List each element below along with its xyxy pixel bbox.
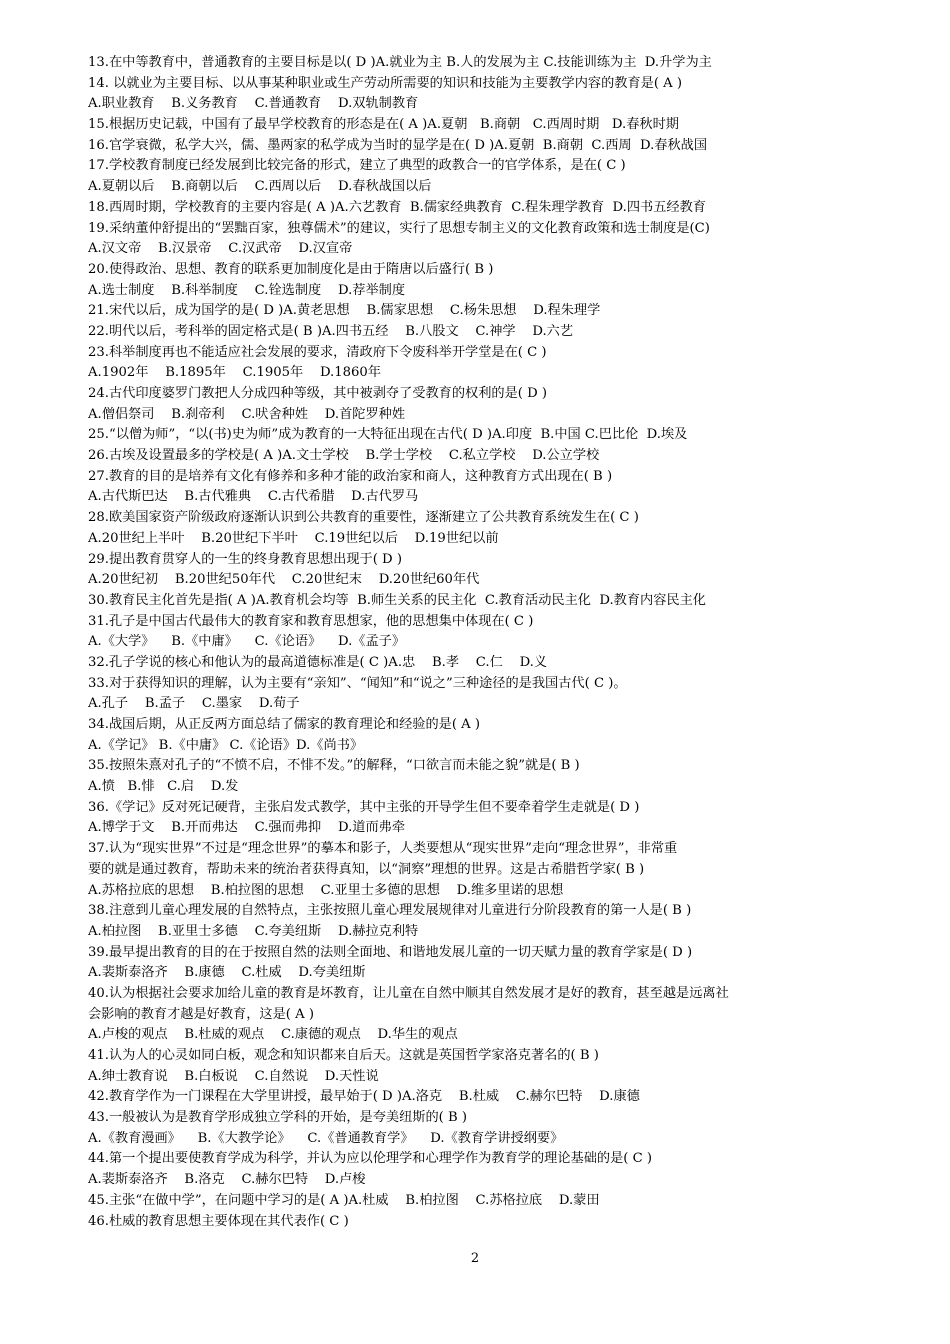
text-line: 29.提出教育贯穿人的一生的终身教育思想出现于( D ): [88, 551, 402, 567]
text-line: 33.对于获得知识的理解，认为主要有“亲知”、“闻知”和“说之”三种途径的是我国古代( C )。: [88, 675, 627, 691]
text-line: 25.“以僧为师”，“以(书)史为师”成为教育的一大特征出现在古代( D )A.印度 B.中国 C.巴比伦 D.埃及: [88, 427, 688, 443]
text-line: 28.欧美国家资产阶级政府逐渐认识到公共教育的重要性，逐渐建立了公共教育系统发生在( C ): [88, 510, 639, 526]
text-line: 31.孔子是中国古代最伟大的教育家和教育思想家，他的思想集中体现在( C ): [88, 613, 534, 629]
text-line: 会影响的教育才越是好教育，这是( A ): [88, 1006, 315, 1022]
text-line: A.博学于文 B.开而弗达 C.强而弗抑 D.道而弗牵: [88, 820, 406, 836]
text-line: A.孔子 B.孟子 C.墨家 D.荀子: [88, 696, 300, 712]
text-line: A.柏拉图 B.亚里士多德 C.夸美纽斯 D.赫拉克利特: [88, 923, 419, 939]
text-line: 38.注意到儿童心理发展的自然特点，主张按照儿童心理发展规律对儿童进行分阶段教育的第一人是( B ): [88, 903, 692, 919]
text-line: A.僧侣祭司 B.刹帝利 C.吠舍种姓 D.首陀罗种姓: [88, 406, 406, 422]
text-line: 41.认为人的心灵如同白板，观念和知识都来自后天。这就是英国哲学家洛克著名的( B ): [88, 1048, 599, 1063]
text-line: A.《教育漫画》 B.《大教学论》 C.《普通教育学》 D.《教育学讲授纲要》: [88, 1130, 564, 1146]
text-line: 14. 以就业为主要目标、以从事某种职业或生产劳动所需要的知识和技能为主要教学内容的教育是( A ): [88, 75, 683, 91]
text-line: A.绅士教育说 B.白板说 C.自然说 D.天性说: [88, 1068, 379, 1084]
text-line: A.苏格拉底的思想 B.柏拉图的思想 C.亚里士多德的思想 D.维多里诺的思想: [88, 882, 564, 898]
text-line: 37.认为“现实世界”不过是“理念世界”的摹本和影子，人类要想从“现实世界”走向“理念世界”，非常重: [88, 841, 678, 857]
text-line: A.《大学》 B.《中庸》 C.《论语》 D.《孟子》: [88, 634, 406, 650]
text-line: A.职业教育 B.义务教育 C.普通教育 D.双轨制教育: [88, 96, 419, 112]
text-line: 18.西周时期，学校教育的主要内容是( A )A.六艺教育 B.儒家经典教育 C.程朱理学教育 D.四书五经教育: [88, 199, 706, 215]
text-line: A.卢梭的观点 B.杜威的观点 C.康德的观点 D.华生的观点: [88, 1027, 458, 1043]
text-line: 35.按照朱熹对孔子的“不愤不启，不悱不发。”的解释，“口欲言而未能之貌”就是( B ): [88, 758, 580, 774]
text-line: 26.古埃及设置最多的学校是( A )A.文士学校 B.学士学校 C.私立学校 D.公立学校: [88, 448, 600, 464]
text-line: A.20世纪上半叶 B.20世纪下半叶 C.19世纪以后 D.19世纪以前: [88, 530, 499, 546]
text-line: A.愤 B.悱 C.启 D.发: [88, 779, 239, 795]
text-line: 要的就是通过教育，帮助未来的统治者获得真知，以“洞察”理想的世界。这是古希腊哲学家( B ): [88, 861, 645, 877]
text-line: 30.教育民主化首先是指( A )A.教育机会均等 B.师生关系的民主化 C.教育活动民主化 D.教育内容民主化: [88, 592, 706, 608]
text-line: A.汉文帝 B.汉景帝 C.汉武帝 D.汉宣帝: [88, 241, 353, 257]
text-line: 13.在中等教育中，普通教育的主要目标是以( D )A.就业为主 B.人的发展为主 C.技能训练为主 D.升学为主: [88, 55, 712, 70]
text-line: 43.一般被认为是教育学形成独立学科的开始，是夸美纽斯的( B ): [88, 1110, 468, 1126]
text-line: 19.采纳董仲舒提出的“罢黜百家，独尊儒术”的建议，实行了思想专制主义的文化教育政策和选士制度是(C): [88, 220, 710, 236]
text-line: 16.官学衰微，私学大兴，儒、墨两家的私学成为当时的显学是在( D )A.夏朝 B.商朝 C.西周 D.春秋战国: [88, 137, 708, 153]
text-line: 21.宋代以后，成为国学的是( D )A.黄老思想 B.儒家思想 C.杨朱思想 D.程朱理学: [88, 303, 601, 319]
text-line: 39.最早提出教育的目的在于按照自然的法则全面地、和谐地发展儿童的一切天赋力量的教育学家是( D ): [88, 944, 693, 960]
text-line: 27.教育的目的是培养有文化有修养和多种才能的政治家和商人，这种教育方式出现在( B ): [88, 468, 613, 484]
text-line: 23.科举制度再也不能适应社会发展的要求，清政府下令废科举开学堂是在( C ): [88, 344, 547, 360]
text-line: 24.古代印度婆罗门教把人分成四种等级，其中被剥夺了受教育的权利的是( D ): [88, 386, 548, 401]
text-line: 44.第一个提出要使教育学成为科学，并认为应以伦理学和心理学作为教育学的理论基础的是( C ): [88, 1151, 653, 1167]
text-line: A.裴斯泰洛齐 B.洛克 C.赫尔巴特 D.卢梭: [88, 1172, 366, 1188]
text-line: 15.根据历史记载，中国有了最早学校教育的形态是在( A )A.夏朝 B.商朝 C.西周时期 D.春秋时期: [88, 117, 679, 133]
text-line: A.选士制度 B.科举制度 C.铨选制度 D.荐举制度: [88, 282, 406, 298]
text-line: 34.战国后期，从正反两方面总结了儒家的教育理论和经验的是( A ): [88, 717, 481, 732]
text-line: A.古代斯巴达 B.古代雅典 C.古代希腊 D.古代罗马: [88, 489, 419, 505]
text-line: 42.教育学作为一门课程在大学里讲授，最早始于( D )A.洛克 B.杜威 C.赫尔巴特 D.康德: [88, 1089, 640, 1105]
text-line: 17.学校教育制度已经发展到比较完备的形式，建立了典型的政教合一的官学体系，是在( C ): [88, 158, 626, 174]
text-line: 20.使得政治、思想、教育的联系更加制度化是由于隋唐以后盛行( B ): [88, 261, 494, 277]
page-number: 2: [470, 1251, 480, 1266]
text-line: A.20世纪初 B.20世纪50年代 C.20世纪末 D.20世纪60年代: [88, 572, 480, 588]
text-line: A.《学记》 B.《中庸》 C.《论语》D.《尚书》: [88, 737, 364, 753]
text-line: 36.《学记》反对死记硬背，主张启发式教学，其中主张的开导学生但不要牵着学生走就是( D ): [88, 799, 640, 815]
document-body: [88, 53, 863, 1232]
text-line: 46.杜威的教育思想主要体现在其代表作( C ): [88, 1213, 349, 1229]
text-line: 45.主张“在做中学”，在问题中学习的是( A )A.杜威 B.柏拉图 C.苏格拉底 D.蒙田: [88, 1192, 600, 1208]
text-line: 40.认为根据社会要求加给儿童的教育是坏教育，让儿童在自然中顺其自然发展才是好的教育，甚至越是远离社: [88, 985, 729, 1001]
text-line: 32.孔子学说的核心和他认为的最高道德标准是( C )A.忠 B.孝 C.仁 D.义: [88, 654, 548, 670]
text-line: A.夏朝以后 B.商朝以后 C.西周以后 D.春秋战国以后: [88, 179, 432, 195]
text-line: 22.明代以后，考科举的固定格式是( B )A.四书五经 B.八股文 C.神学 D.六艺: [88, 323, 574, 339]
text-line: A.1902年 B.1895年 C.1905年 D.1860年: [88, 365, 382, 381]
text-line: A.裴斯泰洛齐 B.康德 C.杜威 D.夸美纽斯: [88, 965, 366, 981]
